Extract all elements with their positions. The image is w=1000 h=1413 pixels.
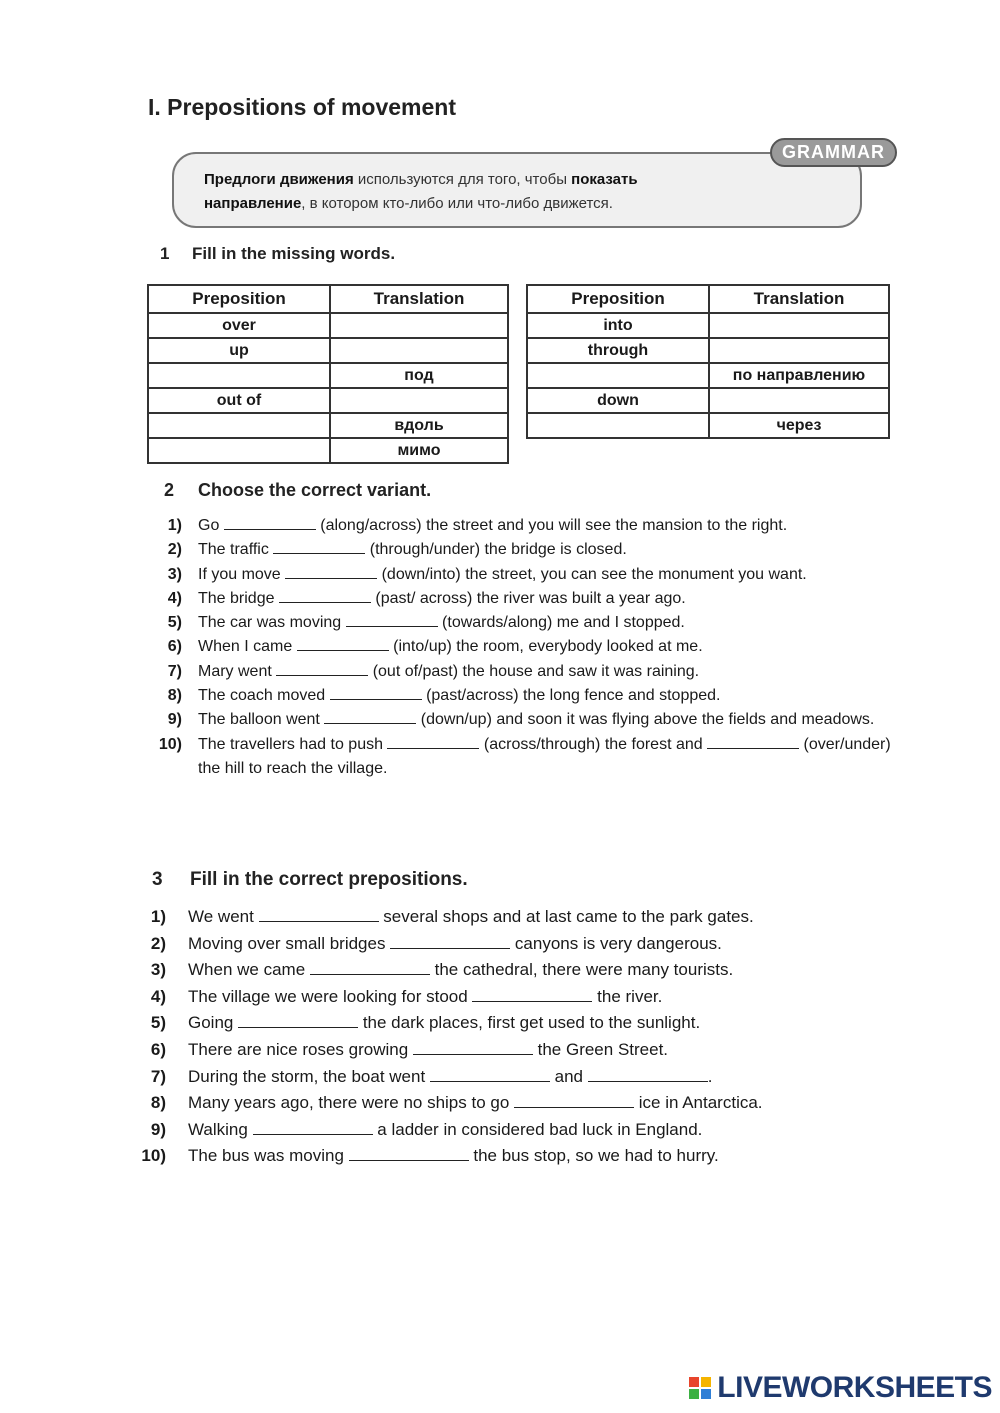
ex2-item xyxy=(154,587,904,611)
answer-blank[interactable] xyxy=(273,539,365,554)
ex2-item-text xyxy=(198,514,904,538)
ex2-item-fragment: (down/up) and soon it was flying above the fields and meadows. xyxy=(416,711,875,729)
table-right-translation-cell: по направлению xyxy=(709,363,889,388)
ex2-item-fragment: (out of/past) the house and saw it was raining. xyxy=(368,662,700,680)
table-left-preposition-cell: up xyxy=(148,338,330,363)
ex3-item-number: 10) xyxy=(141,1146,166,1166)
ex3-item-fragment: several shops and at last came to the park gates. xyxy=(378,907,754,926)
ex2-item-text xyxy=(198,635,904,659)
ex3-item-number: 9) xyxy=(150,1119,166,1139)
answer-blank[interactable] xyxy=(346,612,438,627)
table-right-preposition-cell[interactable] xyxy=(527,413,709,438)
ex2-item-fragment: Mary went xyxy=(198,662,277,680)
answer-blank[interactable] xyxy=(253,1120,373,1135)
ex2-item-number: 5) xyxy=(167,614,182,632)
table-left-row xyxy=(148,388,508,413)
ex2-number: 2 xyxy=(164,480,175,500)
ex3-item-fragment: the river. xyxy=(592,986,663,1006)
ex3-item-fragment: Many years ago, there were no ships to go xyxy=(188,1093,515,1113)
ex3-item-text xyxy=(188,957,902,984)
table-left-preposition-cell: out of xyxy=(148,388,330,413)
table-right-preposition-cell: through xyxy=(527,338,709,363)
ex2-item xyxy=(154,538,904,562)
table-right xyxy=(526,284,890,439)
ex3-item-text xyxy=(188,1010,902,1037)
ex2-item xyxy=(154,660,904,684)
ex3-item-fragment: and xyxy=(549,1066,588,1086)
table-right-preposition-cell: into xyxy=(527,313,709,338)
table-left-translation-cell[interactable] xyxy=(330,388,508,413)
ex2-item-fragment: (along/across) the street and you will see the mansion to the right. xyxy=(315,517,788,534)
grammar-normal-1: используются для того, чтобы xyxy=(353,171,572,188)
ex3-item-fragment: The bus was moving xyxy=(188,1146,349,1166)
table-left-row xyxy=(148,413,508,438)
ex3-item-number: 5) xyxy=(150,1013,166,1033)
answer-blank[interactable] xyxy=(430,1067,550,1082)
ex2-item-fragment: The car was moving xyxy=(198,614,346,632)
ex2-item-number: 4) xyxy=(167,589,182,607)
table-left-translation-cell[interactable] xyxy=(330,338,508,363)
ex3-item-number: 6) xyxy=(150,1039,166,1059)
ex3-item-fragment: the Green Street. xyxy=(532,1039,669,1059)
answer-blank[interactable] xyxy=(285,564,377,579)
ex3-item-text xyxy=(188,1117,902,1144)
ex2-item-text xyxy=(198,684,904,708)
answer-blank[interactable] xyxy=(387,734,479,749)
answer-blank[interactable] xyxy=(707,734,799,749)
ex2-heading xyxy=(164,480,431,501)
ex2-item-fragment: (past/ across) the river was built a year ago. xyxy=(370,589,686,607)
table-right-translation-cell[interactable] xyxy=(709,338,889,363)
ex3-item-fragment: the bus stop, so we had to hurry. xyxy=(468,1146,719,1166)
ex2-item-fragment: The balloon went xyxy=(198,711,325,729)
ex3-item-text xyxy=(188,1143,902,1170)
ex3-item-fragment: ice in Antarctica. xyxy=(634,1093,763,1113)
ex2-item xyxy=(154,684,904,708)
table-left-header-translation: Translation xyxy=(330,285,508,313)
ex3-item-fragment: Going xyxy=(188,1013,239,1033)
answer-blank[interactable] xyxy=(276,661,368,676)
table-left-preposition-cell[interactable] xyxy=(148,438,330,463)
table-left-translation-cell: под xyxy=(330,363,508,388)
ex2-item-fragment: The coach moved xyxy=(198,687,330,705)
table-right-header-translation: Translation xyxy=(709,285,889,313)
ex3-item xyxy=(142,1037,902,1064)
ex3-item xyxy=(142,1143,902,1170)
ex3-item-number: 1) xyxy=(150,907,166,926)
grammar-tag: GRAMMAR xyxy=(770,138,897,167)
ex2-item-number: 2) xyxy=(167,541,182,559)
answer-blank[interactable] xyxy=(259,907,379,922)
ex2-item-number: 7) xyxy=(167,662,182,680)
ex3-item xyxy=(142,1064,902,1091)
answer-blank[interactable] xyxy=(279,588,371,603)
ex3-item-fragment: When we came xyxy=(188,960,310,980)
ex3-item-text xyxy=(188,1064,902,1091)
ex3-item-text xyxy=(188,1037,902,1064)
ex1-instruction: Fill in the missing words. xyxy=(192,244,396,263)
ex2-item-text xyxy=(198,733,904,782)
ex2-item xyxy=(154,563,904,587)
ex3-item-fragment: During the storm, the boat went xyxy=(188,1066,430,1086)
table-right-row xyxy=(527,388,889,413)
footer-logo[interactable] xyxy=(689,1371,992,1405)
ex2-item-text xyxy=(198,660,904,684)
ex2-item-number: 9) xyxy=(167,711,182,729)
table-right-row xyxy=(527,338,889,363)
answer-blank[interactable] xyxy=(514,1093,634,1108)
table-right-translation-cell[interactable] xyxy=(709,313,889,338)
ex3-item-text xyxy=(188,931,902,958)
ex3-item xyxy=(142,984,902,1011)
ex3-item-fragment: the cathedral, there were many tourists. xyxy=(429,960,734,980)
table-left-header-preposition: Preposition xyxy=(148,285,330,313)
ex3-item-fragment: Walking xyxy=(188,1119,253,1139)
table-right-row xyxy=(527,363,889,388)
ex2-item-fragment: The traffic xyxy=(198,541,274,559)
ex3-item-fragment: Moving over small bridges xyxy=(188,933,391,953)
table-left-preposition-cell[interactable] xyxy=(148,363,330,388)
table-left-preposition-cell: over xyxy=(148,313,330,338)
table-right-row xyxy=(527,313,889,338)
ex2-item-number: 8) xyxy=(167,687,182,705)
table-right-header-preposition: Preposition xyxy=(527,285,709,313)
ex3-heading xyxy=(152,869,468,891)
ex3-number: 3 xyxy=(152,869,163,890)
ex3-item xyxy=(142,931,902,958)
answer-blank[interactable] xyxy=(349,1146,469,1161)
grammar-bold-2: показать xyxy=(571,171,638,188)
answer-blank[interactable] xyxy=(390,934,510,949)
ex3-list xyxy=(142,904,902,1170)
table-left-row xyxy=(148,313,508,338)
ex3-item-fragment: . xyxy=(707,1066,713,1086)
grammar-bold-1: Предлоги движения xyxy=(204,171,354,188)
table-left-translation-cell[interactable] xyxy=(330,313,508,338)
grammar-bold-3: направление xyxy=(204,195,302,212)
ex3-item-fragment: There are nice roses growing xyxy=(188,1039,413,1059)
ex2-item-number: 6) xyxy=(167,638,182,656)
ex3-item-fragment: canyons is very dangerous. xyxy=(510,933,722,953)
ex3-item xyxy=(142,957,902,984)
ex3-item-number: 8) xyxy=(150,1093,166,1113)
ex2-item-number: 3) xyxy=(167,565,182,583)
ex2-item-text xyxy=(198,538,904,562)
answer-blank[interactable] xyxy=(297,636,389,651)
page-title: I. Prepositions of movement xyxy=(148,94,456,120)
grammar-text xyxy=(204,168,844,216)
ex2-item-text xyxy=(198,587,904,611)
ex3-item-number: 2) xyxy=(150,933,166,953)
ex2-item-fragment: When I came xyxy=(198,638,297,656)
ex3-item-text xyxy=(188,1090,902,1117)
ex2-item xyxy=(154,635,904,659)
table-right-translation-cell[interactable] xyxy=(709,388,889,413)
table-left xyxy=(147,284,509,464)
answer-blank[interactable] xyxy=(413,1040,533,1055)
table-right-preposition-cell[interactable] xyxy=(527,363,709,388)
ex2-item-text xyxy=(198,611,904,635)
grammar-normal-2: , в котором кто-либо или что-либо движется. xyxy=(301,195,613,212)
answer-blank[interactable] xyxy=(588,1067,708,1082)
table-right-translation-cell: через xyxy=(709,413,889,438)
ex2-item xyxy=(154,611,904,635)
ex3-item-text xyxy=(188,904,902,931)
ex2-list xyxy=(154,514,904,781)
ex3-item-text xyxy=(188,984,902,1011)
ex2-item-fragment: (towards/along) me and I stopped. xyxy=(437,614,685,632)
ex2-item-fragment: (through/under) the bridge is closed. xyxy=(365,541,627,559)
answer-blank[interactable] xyxy=(310,960,430,975)
ex3-item xyxy=(142,1090,902,1117)
answer-blank[interactable] xyxy=(224,515,316,530)
table-right-row xyxy=(527,413,889,438)
ex2-item xyxy=(154,514,904,538)
ex2-item-fragment: (over/under) the hill to reach the village. xyxy=(198,735,891,777)
ex2-item-fragment: If you move xyxy=(198,565,286,583)
ex2-item-fragment: (down/into) the street, you can see the monument you want. xyxy=(377,565,807,583)
ex3-item xyxy=(142,1010,902,1037)
ex2-item-fragment: (past/across) the long fence and stopped. xyxy=(421,687,721,705)
ex2-item xyxy=(154,733,904,782)
ex3-item-fragment: We went xyxy=(188,907,259,926)
ex3-item-fragment: a ladder in considered bad luck in England. xyxy=(372,1119,703,1139)
ex3-item xyxy=(142,1117,902,1144)
table-left-translation-cell: мимо xyxy=(330,438,508,463)
table-left-translation-cell: вдоль xyxy=(330,413,508,438)
ex2-item-fragment: The travellers had to push xyxy=(198,735,388,753)
table-left-row xyxy=(148,363,508,388)
answer-blank[interactable] xyxy=(238,1013,358,1028)
ex2-item-text xyxy=(198,708,904,732)
table-right-preposition-cell: down xyxy=(527,388,709,413)
ex2-item-fragment: The bridge xyxy=(198,589,279,607)
table-left-preposition-cell[interactable] xyxy=(148,413,330,438)
answer-blank[interactable] xyxy=(324,709,416,724)
ex1-number: 1 xyxy=(160,244,170,263)
footer-brand: LIVEWORKSHEETS xyxy=(717,1371,992,1404)
ex2-item-number: 1) xyxy=(167,517,182,534)
liveworksheets-logo-icon xyxy=(689,1377,711,1399)
answer-blank[interactable] xyxy=(330,685,422,700)
ex3-item-number: 3) xyxy=(150,960,166,980)
table-left-row xyxy=(148,338,508,363)
ex2-item-text xyxy=(198,563,904,587)
ex2-item-fragment: Go xyxy=(198,517,224,534)
table-left-row xyxy=(148,438,508,463)
ex2-item-fragment: (into/up) the room, everybody looked at me. xyxy=(388,638,703,656)
ex2-instruction: Choose the correct variant. xyxy=(198,480,432,500)
answer-blank[interactable] xyxy=(472,987,592,1002)
ex1-heading xyxy=(160,244,395,264)
ex3-item-fragment: the dark places, first get used to the sunlight. xyxy=(358,1013,701,1033)
ex3-item-fragment: The village we were looking for stood xyxy=(188,986,473,1006)
ex3-instruction: Fill in the correct prepositions. xyxy=(190,869,468,890)
ex3-item-number: 7) xyxy=(150,1066,166,1086)
ex3-item xyxy=(142,904,902,931)
ex2-item-number: 10) xyxy=(158,735,182,753)
ex2-item-fragment: (across/through) the forest and xyxy=(479,735,708,753)
ex2-item xyxy=(154,708,904,732)
ex3-item-number: 4) xyxy=(150,986,166,1006)
